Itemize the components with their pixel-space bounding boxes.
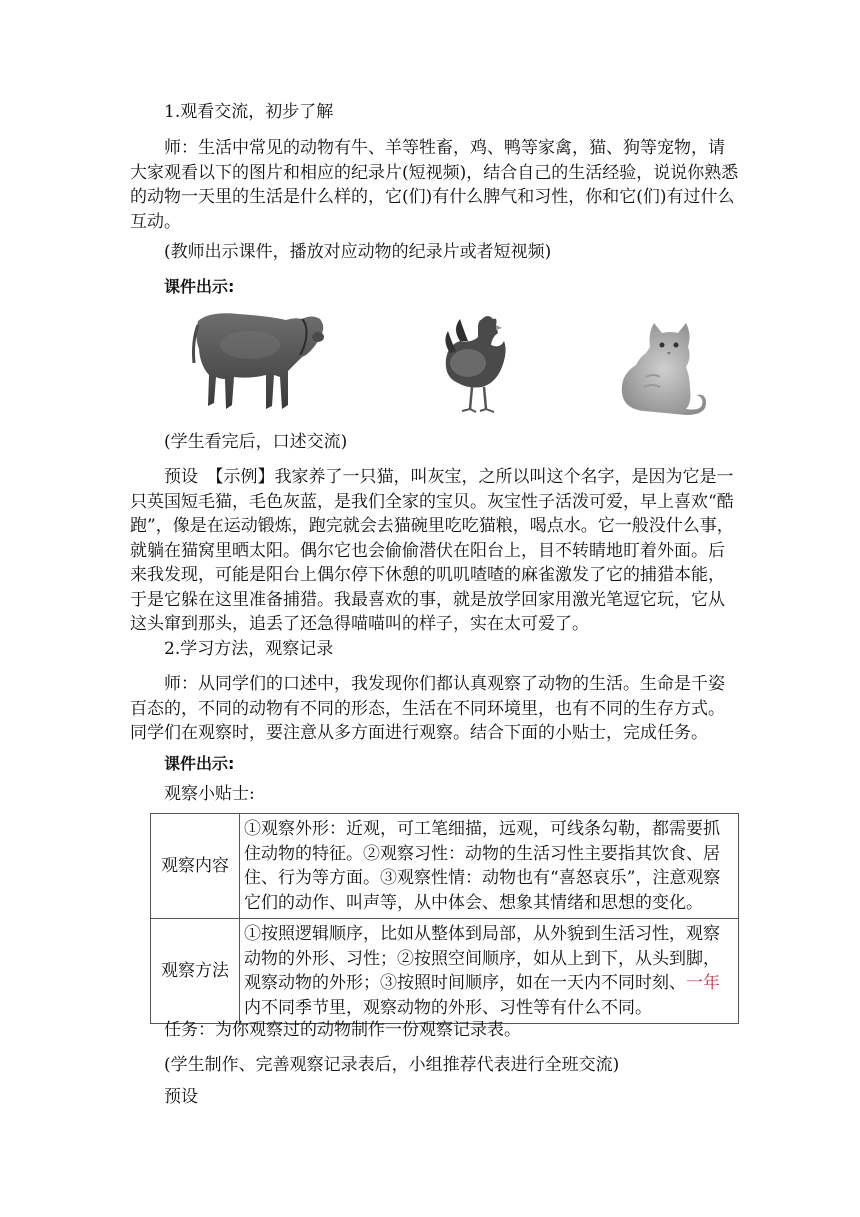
section2-teacher-text: 师：从同学们的口述中，我发现你们都认真观察了动物的生活。生命是千姿百态的，不同的动物有不同的形态，生活在不同环境里，也有不同的生存方式。同学们在观察时，要注意从多方面进行观察。结合下面的小贴士，完成任务。 [130, 674, 725, 743]
method-text-b: 内不同季节里，观察动物的外形、习性等有什么不同。 [244, 997, 652, 1018]
cow-photo [190, 305, 330, 420]
section1-heading: 1.观看交流，初步了解 [164, 102, 334, 122]
table-cell-content: ①观察外形：近观，可工笔细描，远观，可线条勾勒，都需要抓住动物的特征。②观察习性：动物的生活习性主要指其饮食、居住、行为等方面。③观察性情：动物也有“喜怒哀乐”，注意观察它们的动作、叫声等，从中体会、想象其情绪和思想的变化。 [240, 814, 739, 919]
table-row [151, 814, 739, 919]
animal-photos [180, 305, 720, 423]
task-text: 任务：为你观察过的动物制作一份观察记录表。 [164, 1020, 521, 1040]
method-text-highlight: 一年 [686, 973, 720, 993]
section1-example: 预设 【示例】我家养了一只猫，叫灰宝，之所以叫这个名字，是因为它是一只英国短毛猫，毛色灰蓝，是我们全家的宝贝。灰宝性子活泼可爱，早上喜欢“酷跑”，像是在运动锻炼，跑完就会去猫碗里吃吃猫粮，喝点水。它一般没什么事，就躺在猫窝里晒太阳。偶尔它也会偷偷潜伏在阳台上，目不转睛地盯着外面。后来我发现，可能是阳台上偶尔停下休憩的叽叽喳喳的麻雀激发了它的捕猎本能，于是它躲在这里准备捕猎。我最喜欢的事，就是放学回家用激光笔逗它玩，它从这头窜到那头，追丢了还急得喵喵叫的样子，实在太可爱了。 [130, 467, 734, 634]
section1-note: (教师出示课件，播放对应动物的纪录片或者短视频) [164, 242, 552, 262]
method-text-a: ①按照逻辑顺序，比如从整体到局部，从外貌到生活习性，观察动物的外形、习性；②按照空间顺序，如从上到下，从头到脚，观察动物的外形；③按照时间顺序，如在一天内不同时刻、 [244, 924, 720, 993]
section1-teacher-text: 师：生活中常见的动物有牛、羊等牲畜，鸡、鸭等家禽，猫、狗等宠物，请大家观看以下的图片和相应的纪录片(短视频)，结合自己的生活经验，说说你熟悉的动物一天里的生活是什么样的，它(们)有什么脾气和习性，你和它(们)有过什么互动。 [130, 138, 739, 232]
table-header-method: 观察方法 [151, 919, 240, 1024]
table-cell-method [240, 919, 739, 1024]
cat-photo [610, 317, 710, 417]
section1-after-note: (学生看完后，口述交流) [164, 432, 348, 452]
rooster-photo [438, 311, 510, 417]
courseware-label-1: 课件出示: [164, 277, 235, 296]
table-row [151, 919, 739, 1024]
preset-label: 预设 [164, 1087, 198, 1107]
observation-tips-table [150, 813, 739, 1024]
table-header-content: 观察内容 [151, 814, 240, 919]
section2-after-note: (学生制作、完善观察记录表后，小组推荐代表进行全班交流) [164, 1055, 620, 1075]
tips-label: 观察小贴士: [164, 784, 255, 804]
courseware-label-2: 课件出示: [164, 754, 235, 773]
section2-heading: 2.学习方法，观察记录 [164, 639, 334, 659]
